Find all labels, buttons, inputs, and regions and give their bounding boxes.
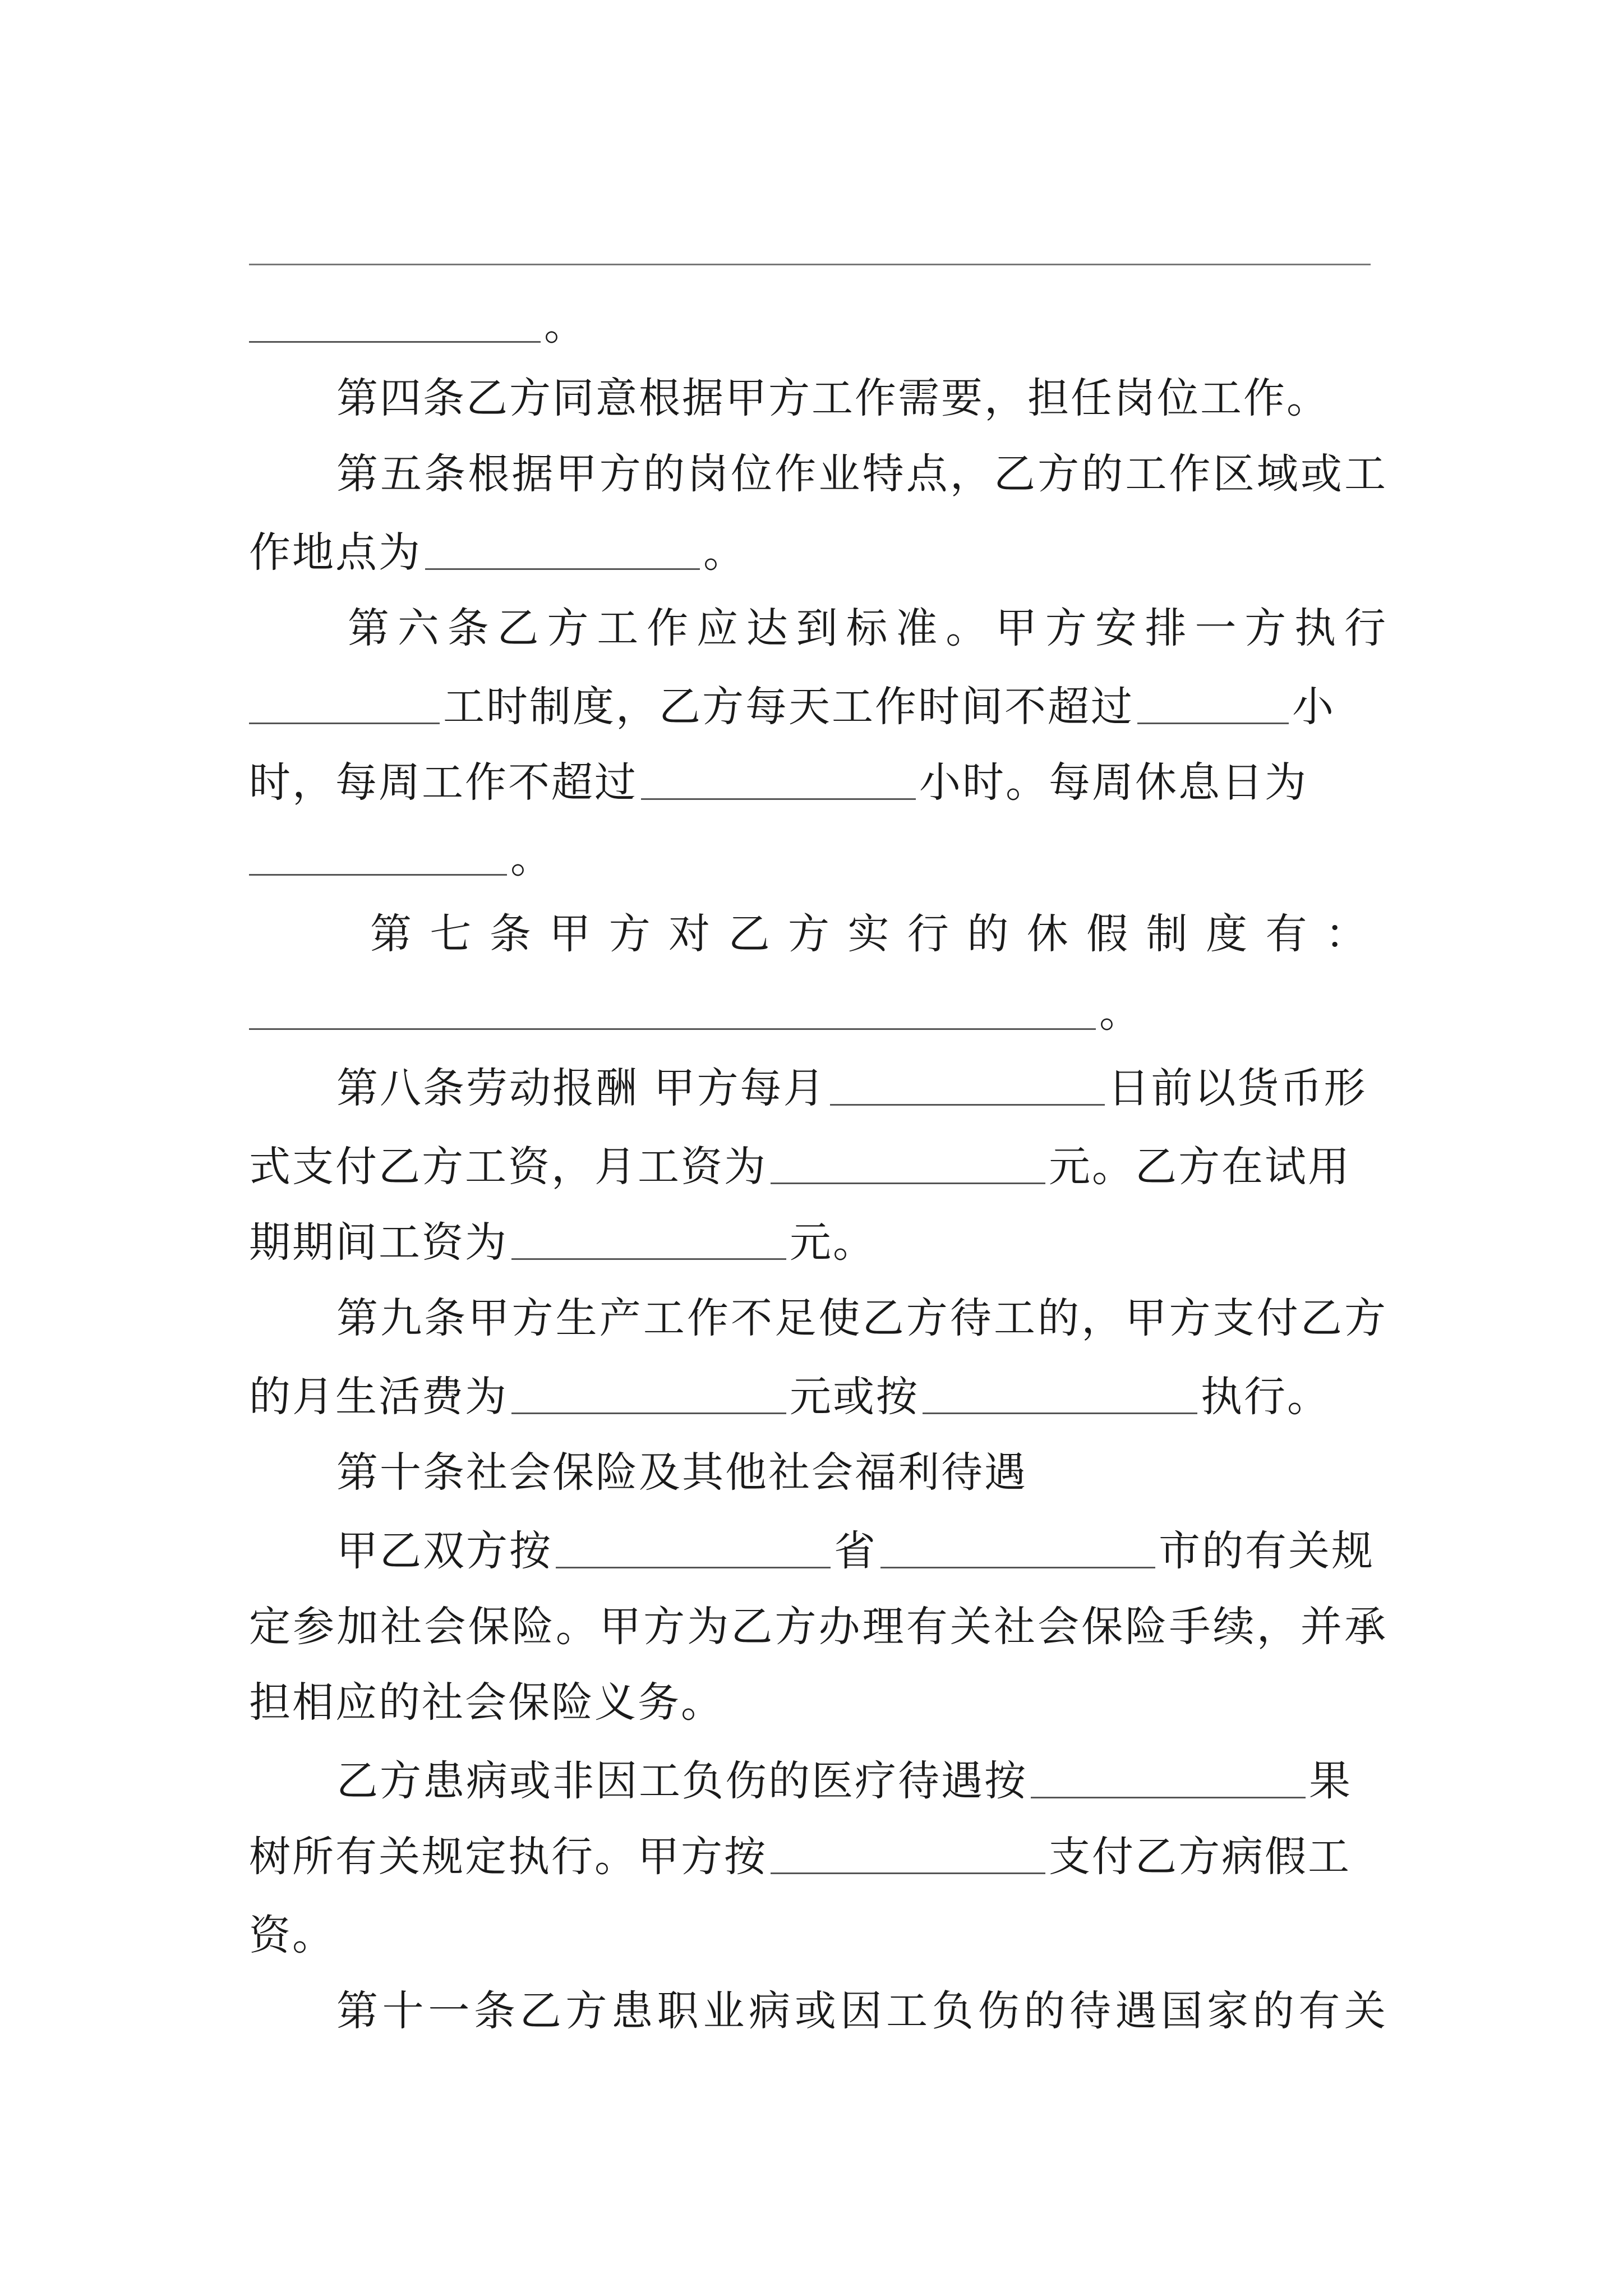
article-10-line-3 bbox=[249, 1674, 1387, 1731]
article-5-line-2 bbox=[249, 524, 1387, 581]
top-blank-line bbox=[249, 264, 1371, 265]
article-9-line-2 bbox=[249, 1369, 1387, 1425]
text: 第四条乙方同意根据甲方工作需要，担任岗位工作。 bbox=[336, 374, 1330, 422]
article-7-line-2 bbox=[249, 984, 1387, 1041]
blank-field bbox=[880, 1525, 1155, 1568]
text: 第八条劳动报酬 甲方每月 bbox=[336, 1064, 827, 1112]
text: 树所有关规定执行。甲方按 bbox=[249, 1833, 767, 1881]
article-10-line-1 bbox=[336, 1523, 1387, 1579]
text: 第六条乙方工作应达到标准。甲方安排一方执行 bbox=[348, 604, 1387, 652]
blank-field bbox=[1137, 681, 1289, 724]
text: 元或按 bbox=[790, 1373, 919, 1421]
article-10-line-4 bbox=[336, 1753, 1387, 1809]
blank-field bbox=[249, 681, 440, 724]
blank-field bbox=[556, 1525, 831, 1568]
article-5-line-1 bbox=[336, 446, 1387, 502]
article-6-line-2 bbox=[249, 679, 1387, 735]
article-8-line-3 bbox=[249, 1214, 1387, 1271]
article-6-line-1 bbox=[348, 600, 1387, 656]
article-8-line-1 bbox=[336, 1060, 1387, 1116]
blank-field bbox=[511, 1371, 786, 1414]
text: 市的有关规 bbox=[1159, 1527, 1375, 1575]
article-10-line-6 bbox=[249, 1907, 1387, 1963]
blank-field bbox=[771, 1141, 1045, 1184]
text: 第七条甲方对乙方实行的休假制度有： bbox=[370, 910, 1368, 958]
article-11-line-1 bbox=[336, 1983, 1387, 2039]
article-10-line-5 bbox=[249, 1829, 1387, 1885]
text: 第九条甲方生产工作不足使乙方待工的，甲方支付乙方 bbox=[336, 1294, 1387, 1342]
article-10-title bbox=[336, 1444, 1387, 1501]
article-6-line-4 bbox=[249, 830, 1387, 886]
text: 果 bbox=[1309, 1757, 1352, 1805]
blank-field bbox=[249, 300, 541, 343]
text: 甲乙双方按 bbox=[336, 1527, 552, 1575]
article-7-line-1 bbox=[370, 906, 1368, 962]
text: 式支付乙方工资，月工资为 bbox=[249, 1143, 767, 1191]
text: 元。乙方在试用 bbox=[1049, 1143, 1351, 1191]
text: 元。 bbox=[790, 1218, 876, 1267]
text: 日前以货币形 bbox=[1108, 1064, 1367, 1112]
blank-field bbox=[511, 1217, 786, 1260]
line-1 bbox=[249, 297, 1387, 353]
text: 省 bbox=[834, 1527, 877, 1575]
text: 时，每周工作不超过 bbox=[249, 758, 638, 807]
text: 工时制度，乙方每天工作时间不超过 bbox=[443, 683, 1134, 731]
article-9-line-1 bbox=[336, 1290, 1387, 1346]
blank-field bbox=[1031, 1755, 1306, 1798]
text: 。 bbox=[544, 301, 587, 349]
text: 小时。每周休息日为 bbox=[919, 758, 1308, 807]
text: 。 bbox=[510, 834, 554, 882]
text: 支付乙方病假工 bbox=[1049, 1833, 1351, 1881]
text: 第十条社会保险及其他社会福利待遇 bbox=[336, 1448, 1027, 1497]
blank-field bbox=[830, 1062, 1105, 1106]
text: 执行。 bbox=[1201, 1373, 1330, 1421]
blank-field bbox=[425, 527, 700, 570]
blank-field bbox=[249, 987, 1096, 1030]
text: 作地点为 bbox=[249, 528, 422, 577]
text: 资。 bbox=[249, 1911, 335, 1959]
text: 。 bbox=[1099, 988, 1142, 1037]
article-4 bbox=[336, 370, 1387, 426]
article-8-line-2 bbox=[249, 1139, 1387, 1195]
text: 担相应的社会保险义务。 bbox=[249, 1678, 724, 1727]
text: 小 bbox=[1292, 683, 1335, 731]
text: 定参加社会保险。甲方为乙方办理有关社会保险手续，并承 bbox=[249, 1603, 1387, 1651]
text: 第十一条乙方患职业病或因工负伤的待遇国家的有关 bbox=[336, 1987, 1387, 2035]
text: 乙方患病或非因工负伤的医疗待遇按 bbox=[336, 1757, 1027, 1805]
text: 第五条根据甲方的岗位作业特点，乙方的工作区域或工 bbox=[336, 450, 1387, 498]
text: 期期间工资为 bbox=[249, 1218, 508, 1267]
text: 。 bbox=[703, 528, 746, 577]
blank-field bbox=[641, 757, 916, 800]
article-10-line-2 bbox=[249, 1599, 1387, 1655]
blank-field bbox=[771, 1831, 1045, 1874]
text: 的月生活费为 bbox=[249, 1373, 508, 1421]
blank-field bbox=[923, 1371, 1197, 1414]
article-6-line-3 bbox=[249, 754, 1387, 811]
blank-field bbox=[249, 832, 507, 876]
